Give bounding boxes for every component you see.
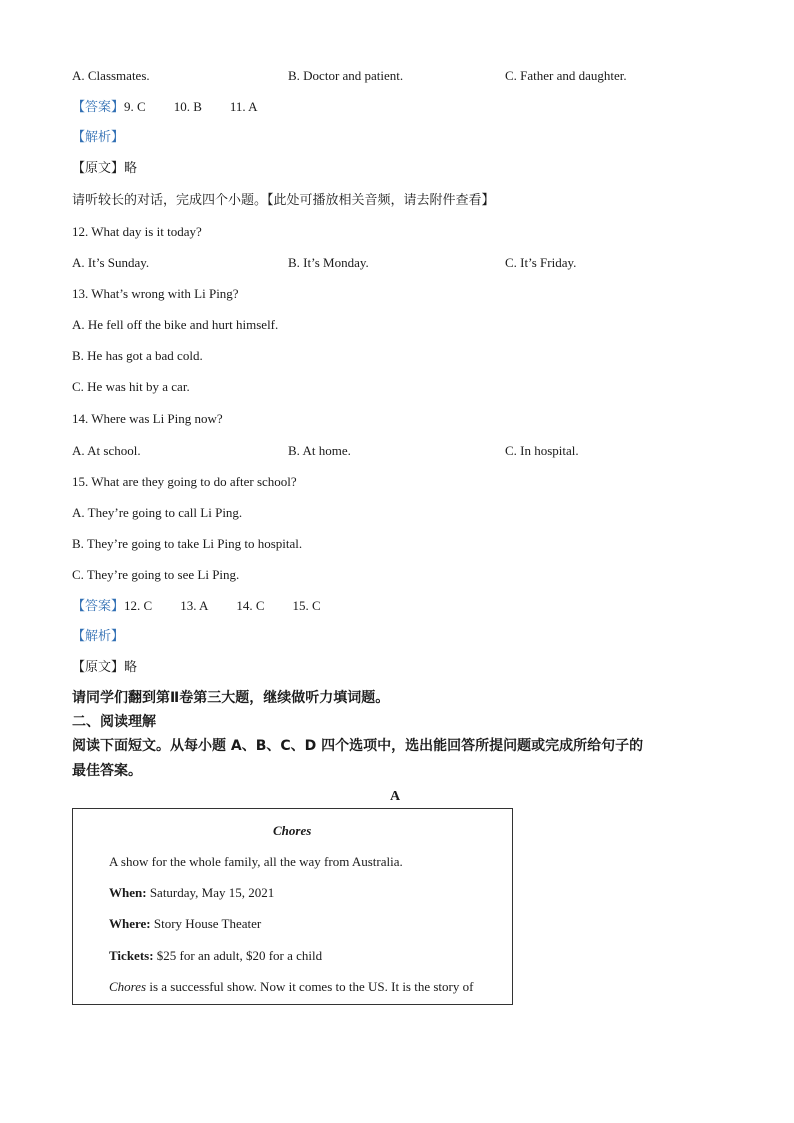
- q14-option-c: C. In hospital.: [505, 443, 579, 458]
- q13-option-a: A. He fell off the bike and hurt himself.: [72, 317, 279, 332]
- original-line: [72, 659, 137, 677]
- q14-option-a: A. At school.: [72, 443, 141, 458]
- q12-stem: 12. What day is it today?: [72, 224, 202, 239]
- q14-stem: 14. Where was Li Ping now?: [72, 411, 223, 426]
- q12-option-a: A. It’s Sunday.: [72, 255, 150, 270]
- q15-option-b: B. They’re going to take Li Ping to hospital.: [72, 536, 303, 551]
- q15-option-a: A. They’re going to call Li Ping.: [72, 505, 243, 520]
- passage-where: [109, 915, 261, 933]
- passage-when: [109, 884, 274, 902]
- answer-line-9-11: [72, 98, 258, 117]
- q9-11-option-a: A. Classmates.: [72, 68, 150, 83]
- section-instruction-line-2: 最佳答案。: [72, 763, 142, 779]
- tickets-label: Tickets:: [109, 948, 154, 963]
- passage-tickets: [109, 947, 322, 965]
- original-line: [72, 160, 137, 178]
- original-text: 略: [124, 660, 138, 675]
- notice-turn-page: 请同学们翻到第Ⅱ卷第三大题，继续做听力填词题。: [72, 690, 390, 706]
- tickets-value: $25 for an adult, $20 for a child: [153, 948, 323, 963]
- q12-option-b: B. It’s Monday.: [288, 255, 369, 270]
- answer-13: 13. A: [180, 598, 209, 613]
- q14-option-b: B. At home.: [288, 443, 351, 458]
- when-value: Saturday, May 15, 2021: [146, 885, 275, 900]
- q13-stem: 13. What’s wrong with Li Ping?: [72, 286, 239, 301]
- story-text: is a successful show. Now it comes to the US. It is the story of: [146, 979, 474, 994]
- answer-12: 12. C: [124, 598, 153, 613]
- answer-line-12-15: [72, 597, 321, 616]
- original-tag: 【原文】: [72, 660, 125, 675]
- q9-11-option-b: B. Doctor and patient.: [288, 68, 404, 83]
- passage-box: [72, 808, 513, 1005]
- answer-14: 14. C: [236, 598, 265, 613]
- answer-tag: 【答案】: [72, 100, 125, 115]
- answer-tag: 【答案】: [72, 599, 125, 614]
- instruction-long-dialogue: 请听较长的对话，完成四个小题。【此处可播放相关音频，请去附件查看】: [72, 193, 495, 208]
- section-instruction-line-1: 阅读下面短文。从每小题 A、B、C、D 四个选项中，选出能回答所提问题或完成所给句子的: [72, 738, 644, 754]
- where-label: Where:: [109, 916, 151, 931]
- q15-stem: 15. What are they going to do after school?: [72, 474, 297, 489]
- story-title: Chores: [109, 979, 147, 994]
- passage-title: Chores: [273, 823, 312, 838]
- q9-11-option-c: C. Father and daughter.: [505, 68, 627, 83]
- passage-letter: A: [390, 789, 401, 804]
- q15-option-c: C. They’re going to see Li Ping.: [72, 567, 240, 582]
- when-label: When:: [109, 885, 147, 900]
- analysis-tag: 【解析】: [72, 629, 125, 644]
- q12-option-c: C. It’s Friday.: [505, 255, 577, 270]
- original-tag: 【原文】: [72, 161, 125, 176]
- answer-10: 10. B: [173, 99, 202, 114]
- where-value: Story House Theater: [150, 916, 262, 931]
- q13-option-b: B. He has got a bad cold.: [72, 348, 203, 363]
- passage-intro: A show for the whole family, all the way from Australia.: [109, 854, 403, 869]
- answer-11: 11. A: [229, 99, 258, 114]
- analysis-tag: 【解析】: [72, 130, 125, 145]
- passage-story-line: [109, 978, 473, 996]
- section-title: 二、阅读理解: [72, 714, 156, 730]
- answer-15: 15. C: [292, 598, 321, 613]
- original-text: 略: [124, 161, 138, 176]
- q13-option-c: C. He was hit by a car.: [72, 379, 190, 394]
- answer-9: 9. C: [124, 99, 146, 114]
